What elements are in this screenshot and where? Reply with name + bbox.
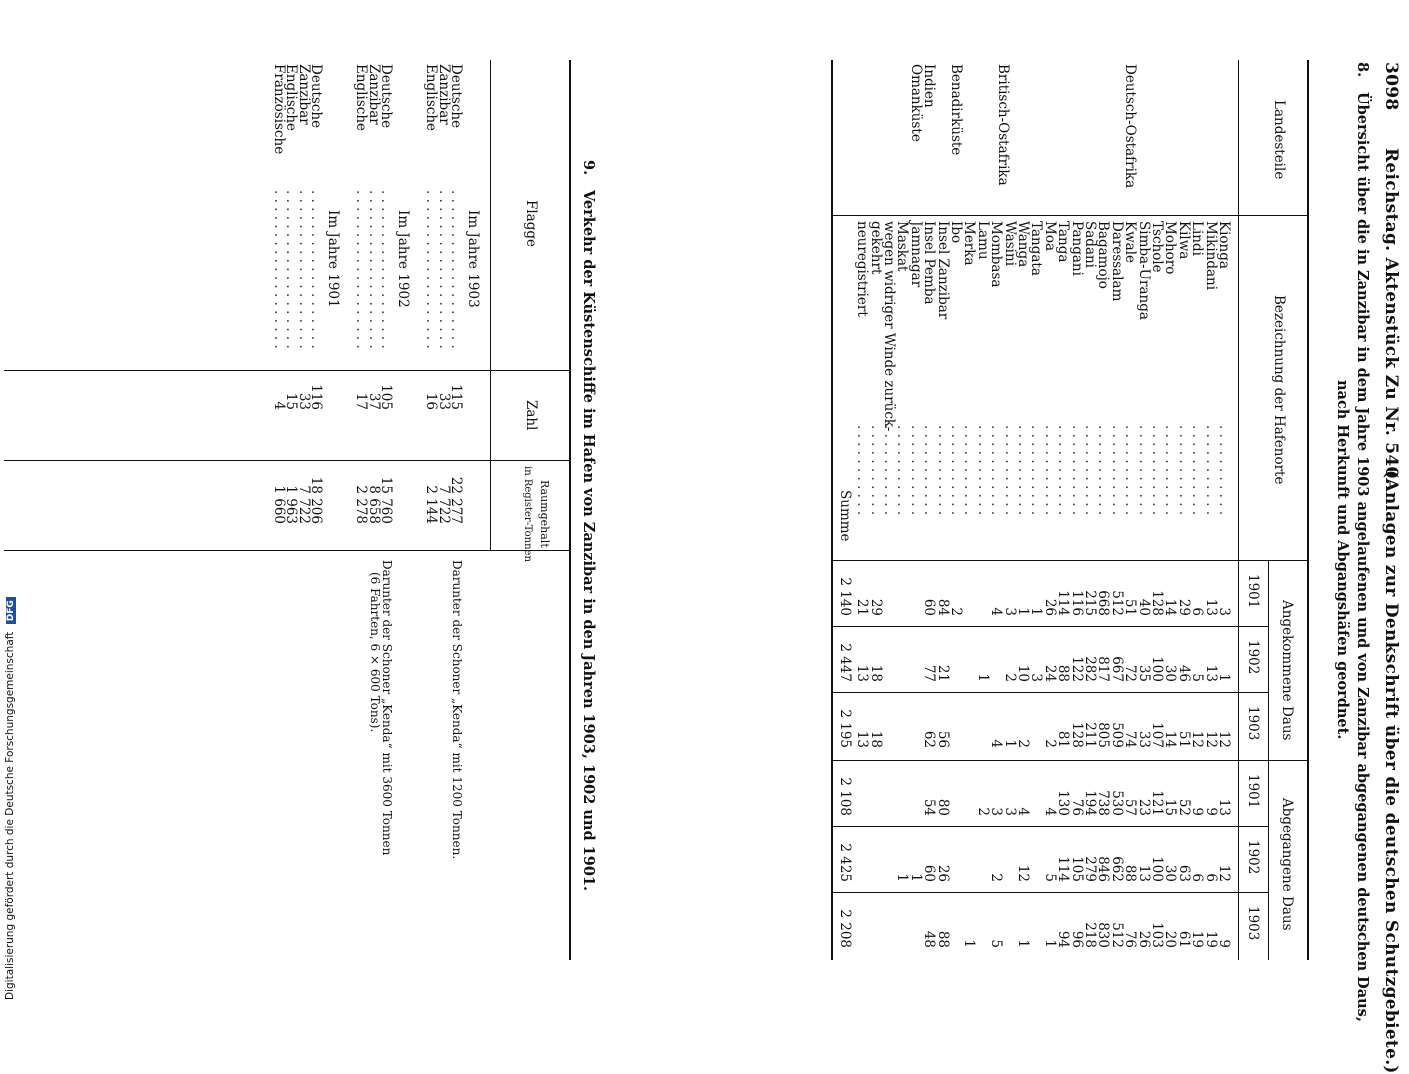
count-cell: 37 xyxy=(366,392,382,410)
leader-dots: . . . . . . . . . . . . . . . . . . . xyxy=(353,190,370,349)
leader-dots: . . . . . . . . . . . xyxy=(1216,425,1232,516)
table-cell: 9 xyxy=(1202,807,1219,816)
table-cell: 26 xyxy=(1041,598,1058,616)
port-name: Merka xyxy=(961,221,978,266)
col-header-year: 1903 xyxy=(1245,906,1261,941)
footer-text: Digitalisierung gefördert durch die Deutsche Forschungsgemeinschaft xyxy=(4,631,16,1000)
leader-dots: . . . . . . . . . . . . . . . . . . . xyxy=(271,190,287,349)
table-cell: 830 xyxy=(1095,922,1112,948)
leader-dots: . . . . . . . . . . . xyxy=(1149,425,1165,516)
table-cell: 29 xyxy=(1175,598,1192,616)
table8-title-line2: nach Herkunft und Abgangshäfen geordnet. xyxy=(1334,380,1351,740)
port-name: Wasini xyxy=(1001,221,1018,267)
table-cell: 9 xyxy=(1216,939,1232,948)
table8-header-rule xyxy=(1238,60,1239,960)
tonnage-cell: 7 722 xyxy=(436,485,452,524)
remark-note: (6 Fahrten, 6 × 600 Tons). xyxy=(368,572,382,733)
leader-dots: . . . . . . . . . . . xyxy=(974,425,991,516)
annex-note: (Anlagen zur Denkschrift über die deutschen Schutzgebiete.) xyxy=(1381,470,1401,1074)
port-name: Insel Zanzibar xyxy=(934,221,951,320)
tonnage-cell: 1 660 xyxy=(271,485,287,524)
region-label: Benadirküste xyxy=(948,64,964,156)
count-cell: 33 xyxy=(296,392,312,410)
table-cell: 530 xyxy=(1108,790,1125,816)
table-cell: 512 xyxy=(1108,922,1125,948)
table-cell: 2 xyxy=(948,607,964,616)
table-cell: 12 xyxy=(1015,864,1031,882)
table-cell: 19 xyxy=(1189,930,1206,948)
table-cell: 100 xyxy=(1149,656,1165,682)
leader-dots: . . . . . . . . . . . xyxy=(948,425,964,516)
table-cell: 29 xyxy=(867,598,884,616)
table-cell: 4 xyxy=(1041,807,1058,816)
port-name: Jamnagar xyxy=(907,221,924,288)
leader-dots: . . . . . . . . . . . xyxy=(988,425,1005,516)
port-name: Wanga xyxy=(1015,221,1031,268)
table-cell: 72 xyxy=(1122,664,1139,682)
table-cell: 12 xyxy=(1216,864,1232,882)
leader-dots: . . . . . . . . . . . xyxy=(1041,425,1058,516)
table-cell: 48 xyxy=(921,930,938,948)
sum-cell: 2 425 xyxy=(836,843,853,882)
table-cell: 12 xyxy=(1189,730,1206,748)
table-cell: 26 xyxy=(1135,930,1152,948)
table-cell: 846 xyxy=(1095,856,1112,882)
table-cell: 5 xyxy=(988,939,1005,948)
table-cell: 63 xyxy=(1175,864,1192,882)
table-cell: 84 xyxy=(934,598,951,616)
publication-title: Reichstag. Aktenstück Zu Nr. 540. xyxy=(1381,148,1401,485)
flag-name: Französische xyxy=(271,64,287,155)
table-cell: 128 xyxy=(1149,590,1165,616)
table-cell: 1 xyxy=(1001,739,1018,748)
table-cell: 121 xyxy=(1149,790,1165,816)
port-name: Mombasa xyxy=(988,221,1005,288)
port-name: Kionga xyxy=(1216,221,1232,269)
leader-dots: . . . . . . . . . . . xyxy=(894,425,911,516)
table-cell: 817 xyxy=(1095,656,1112,682)
table-cell: 128 xyxy=(1068,722,1085,748)
table-cell: 33 xyxy=(1135,730,1152,748)
table-cell: 12 xyxy=(1202,730,1219,748)
digitization-footer xyxy=(4,600,16,1000)
leader-dots: . . . . . . . . . . . . . . . . . . . xyxy=(366,190,382,349)
count-cell: 4 xyxy=(271,401,287,410)
leader-dots: . . . . . . . . . . . xyxy=(1202,425,1219,516)
port-name: wegen widriger Winde zurück- xyxy=(881,221,897,432)
table-cell: 662 xyxy=(1108,856,1125,882)
table-cell: 20 xyxy=(1162,930,1179,948)
sum-label: Summe xyxy=(836,490,853,542)
table-cell: 6 xyxy=(1189,873,1206,882)
count-cell: 17 xyxy=(353,392,370,410)
port-name: neuregistriert xyxy=(854,221,871,317)
port-name: Ibo xyxy=(948,221,964,244)
table-cell: 19 xyxy=(1202,930,1219,948)
col-header-tonnage-sub: in Register-Tonnen xyxy=(522,466,533,562)
table-cell: 77 xyxy=(921,664,938,682)
page-number: 3098 xyxy=(1381,62,1401,111)
table-cell: 1 xyxy=(1015,607,1031,616)
table-cell: 805 xyxy=(1095,722,1112,748)
table-cell: 94 xyxy=(1055,930,1072,948)
table-cell: 15 xyxy=(1162,798,1179,816)
leader-dots: . . . . . . . . . . . xyxy=(1082,425,1098,516)
table-cell: 52 xyxy=(1175,798,1192,816)
port-name: Tanga xyxy=(1055,221,1072,263)
table-cell: 40 xyxy=(1135,598,1152,616)
leader-dots: . . . . . . . . . . . . . . . . . . . xyxy=(423,190,440,349)
table-cell: 279 xyxy=(1082,856,1098,882)
table-cell: 56 xyxy=(934,730,951,748)
port-name: Moa xyxy=(1041,221,1058,251)
col-header-arrived: Angekommene Daus xyxy=(1279,600,1295,741)
table-cell: 2 xyxy=(1041,739,1058,748)
table-cell: 23 xyxy=(1135,798,1152,816)
table-cell: 218 xyxy=(1082,922,1098,948)
flag-name: Englische xyxy=(283,64,300,131)
table-cell: 114 xyxy=(1055,856,1072,882)
table-cell: 88 xyxy=(1055,664,1072,682)
col-header-year: 1901 xyxy=(1245,774,1261,809)
tonnage-cell: 22 277 xyxy=(448,476,465,524)
leader-dots: . . . . . . . . . . . xyxy=(1001,425,1018,516)
table-cell: 1 xyxy=(1041,939,1058,948)
count-cell: 16 xyxy=(423,392,440,410)
flag-name: Zanzibar xyxy=(296,64,312,125)
table-cell: 14 xyxy=(1162,598,1179,616)
table-cell: 116 xyxy=(1068,590,1085,616)
port-name: Kilwa xyxy=(1175,221,1192,260)
port-name: Lindi xyxy=(1189,221,1206,256)
dfg-logo: DFG xyxy=(6,597,16,624)
count-cell: 115 xyxy=(448,384,465,410)
sum-cell: 2 108 xyxy=(836,777,853,816)
table-cell: 512 xyxy=(1108,590,1125,616)
table-cell: 1 xyxy=(974,673,991,682)
port-name: Mikindani xyxy=(1202,221,1219,291)
table-cell: 103 xyxy=(1149,922,1165,948)
leader-dots: . . . . . . . . . . . . . . . . . . . xyxy=(378,190,395,349)
region-label: Omanküste xyxy=(907,64,924,142)
remark-note: Darunter der Schoner „Kenda“ mit 1200 Tonnen. xyxy=(450,560,465,860)
table-cell: 13 xyxy=(854,730,871,748)
remark-note: Darunter der Schoner „Kenda“ mit 3600 Tonnen xyxy=(380,560,395,856)
table-cell: 80 xyxy=(934,798,951,816)
table-cell: 30 xyxy=(1162,664,1179,682)
tonnage-cell: 18 206 xyxy=(308,476,325,524)
flag-name: Deutsche xyxy=(378,64,395,129)
table-cell: 509 xyxy=(1108,722,1125,748)
table-cell: 13 xyxy=(1135,864,1152,882)
table-cell: 114 xyxy=(1055,590,1072,616)
table-cell: 96 xyxy=(1068,930,1085,948)
table9-title: Verkehr der Küstenschiffe im Hafen von Zanzibar in den Jahren 1903, 1902 und 1901. xyxy=(580,190,597,892)
table-cell: 21 xyxy=(854,598,871,616)
table-cell: 6 xyxy=(1202,873,1219,882)
col-header-year: 1901 xyxy=(1245,574,1261,609)
port-name: Lamu xyxy=(974,221,991,260)
flag-name: Englische xyxy=(423,64,440,131)
table-cell: 60 xyxy=(921,864,938,882)
port-name: Tangata xyxy=(1028,221,1045,276)
table-cell: 2 xyxy=(1001,673,1018,682)
table-cell: 107 xyxy=(1149,722,1165,748)
flag-name: Zanzibar xyxy=(366,64,382,125)
leader-dots: . . . . . . . . . . . xyxy=(961,425,978,516)
table-cell: 5 xyxy=(1041,873,1058,882)
region-label: Deutsch-Ostafrika xyxy=(1122,64,1139,189)
leader-dots: . . . . . . . . . . . xyxy=(1135,425,1152,516)
col-header-year: 1902 xyxy=(1245,840,1261,875)
flag-name: Englische xyxy=(353,64,370,131)
col-header-tonnage: Raumgehalt xyxy=(538,480,551,548)
table-cell: 4 xyxy=(988,607,1005,616)
table-cell: 4 xyxy=(1015,807,1031,816)
table-cell: 13 xyxy=(854,664,871,682)
table-cell: 30 xyxy=(1162,864,1179,882)
leader-dots: . . . . . . . . . . . xyxy=(1122,425,1139,516)
table-cell: 3 xyxy=(1001,607,1018,616)
count-cell: 105 xyxy=(378,384,395,410)
leader-dots: . . . . . . . . . . . xyxy=(1068,425,1085,516)
table-cell: 24 xyxy=(1041,664,1058,682)
leader-dots: . . . . . . . . . . . xyxy=(1015,425,1031,516)
table-cell: 667 xyxy=(1108,656,1125,682)
table-cell: 51 xyxy=(1175,730,1192,748)
table-cell: 46 xyxy=(1175,664,1192,682)
tonnage-cell: 1 963 xyxy=(283,485,300,524)
table-cell: 211 xyxy=(1082,722,1098,748)
table-cell: 1 xyxy=(1216,673,1232,682)
table-cell: 1 xyxy=(907,873,924,882)
table-cell: 21 xyxy=(934,664,951,682)
port-name: Kwale xyxy=(1122,221,1139,263)
table-cell: 81 xyxy=(1055,730,1072,748)
leader-dots: . . . . . . . . . . . . . . . . . . . xyxy=(448,190,465,349)
table-cell: 88 xyxy=(934,930,951,948)
table-cell: 194 xyxy=(1082,790,1098,816)
port-name: Sadani xyxy=(1082,221,1098,268)
table-cell: 13 xyxy=(1216,798,1232,816)
table-cell: 35 xyxy=(1135,664,1152,682)
leader-dots: . . . . . . . . . . . xyxy=(1108,425,1125,516)
col-header-flag: Flagge xyxy=(523,200,539,248)
tonnage-cell: 7 722 xyxy=(296,485,312,524)
leader-dots: . . . . . . . . . . . xyxy=(1175,425,1192,516)
table-cell: 5 xyxy=(1189,673,1206,682)
table-cell: 76 xyxy=(1122,930,1139,948)
tonnage-cell: 2 144 xyxy=(423,485,440,524)
table-cell: 12 xyxy=(1216,730,1232,748)
table-cell: 215 xyxy=(1082,590,1098,616)
leader-dots: . . . . . . . . . . . . . . . . . . . xyxy=(308,190,325,349)
flag-name: Zanzibar xyxy=(436,64,452,125)
flag-name: Deutsche xyxy=(308,64,325,129)
port-name: Insel Pemba xyxy=(921,221,938,305)
table-cell: 3 xyxy=(988,807,1005,816)
table9-header-rule xyxy=(490,60,491,550)
table-cell: 14 xyxy=(1162,730,1179,748)
table9-number: 9. xyxy=(580,160,597,176)
leader-dots: . . . . . . . . . . . xyxy=(854,425,871,516)
table-cell: 18 xyxy=(867,730,884,748)
table-cell: 54 xyxy=(921,798,938,816)
leader-dots: . . . . . . . . . . . xyxy=(881,425,897,516)
year-heading: Im Jahre 1901 xyxy=(325,210,341,308)
table-cell: 1 xyxy=(894,873,911,882)
table-cell: 2 xyxy=(974,807,991,816)
tonnage-cell: 8 658 xyxy=(366,485,382,524)
table-cell: 130 xyxy=(1055,790,1072,816)
table-cell: 3 xyxy=(1028,673,1045,682)
table-cell: 60 xyxy=(921,598,938,616)
table-cell: 1 xyxy=(1015,939,1031,948)
table-cell: 122 xyxy=(1068,656,1085,682)
table-cell: 74 xyxy=(1122,730,1139,748)
table-cell: 18 xyxy=(867,664,884,682)
count-cell: 33 xyxy=(436,392,452,410)
table-cell: 57 xyxy=(1122,798,1139,816)
leader-dots: . . . . . . . . . . . . . . . . . . . xyxy=(436,190,452,349)
col-header-year: 1903 xyxy=(1245,706,1261,741)
sum-cell: 2 195 xyxy=(836,709,853,748)
table-cell: 51 xyxy=(1122,598,1139,616)
table8-divider xyxy=(833,215,1309,216)
table-cell: 4 xyxy=(988,739,1005,748)
table-cell: 9 xyxy=(1189,807,1206,816)
region-label: Britisch-Ostafrika xyxy=(994,64,1011,186)
port-name: gekehrt xyxy=(867,221,884,275)
count-cell: 15 xyxy=(283,392,300,410)
leader-dots: . . . . . . . . . . . . . . . . . . . xyxy=(296,190,312,349)
table-cell: 105 xyxy=(1068,856,1085,882)
table-cell: 13 xyxy=(1202,598,1219,616)
port-name: Mohoro xyxy=(1162,221,1179,275)
table-cell: 61 xyxy=(1175,930,1192,948)
table-cell: 3 xyxy=(1001,807,1018,816)
flag-name: Deutsche xyxy=(448,64,465,129)
table-cell: 76 xyxy=(1068,798,1085,816)
leader-dots: . . . . . . . . . . . xyxy=(1028,425,1045,516)
port-name: Simba-Uranga xyxy=(1135,221,1152,320)
leader-dots: . . . . . . . . . . . xyxy=(1162,425,1179,516)
year-heading: Im Jahre 1902 xyxy=(395,210,411,308)
table-cell: 26 xyxy=(934,864,951,882)
col-header-count: Zahl xyxy=(523,400,539,431)
table8-bottom-rule xyxy=(831,60,833,960)
table-cell: 1 xyxy=(1028,607,1045,616)
year-heading: Im Jahre 1903 xyxy=(465,210,481,308)
leader-dots: . . . . . . . . . . . xyxy=(1095,425,1112,516)
leader-dots: . . . . . . . . . . . xyxy=(1189,425,1206,516)
table-cell: 62 xyxy=(921,730,938,748)
port-name: Tschole xyxy=(1149,221,1165,273)
table9-top-rule xyxy=(569,60,571,960)
sum-cell: 2 447 xyxy=(836,643,853,682)
table-cell: 100 xyxy=(1149,856,1165,882)
col-header-departed: Abgegangene Daus xyxy=(1279,798,1295,931)
tonnage-cell: 2 278 xyxy=(353,485,370,524)
table8-title-line1: Übersicht über die in Zanzibar in dem Jahre 1903 angelaufenen und von Zanzibar abgegangenen deutschen Daus, xyxy=(1354,92,1371,1022)
sum-cell: 2 140 xyxy=(836,577,853,616)
leader-dots: . . . . . . . . . . . xyxy=(907,425,924,516)
table-cell: 10 xyxy=(1015,664,1031,682)
region-label: Indien xyxy=(921,64,938,108)
table-cell: 668 xyxy=(1095,590,1112,616)
table8-top-rule xyxy=(1307,60,1309,960)
table-cell: 738 xyxy=(1095,790,1112,816)
tonnage-cell: 15 760 xyxy=(378,476,395,524)
table-cell: 2 xyxy=(988,873,1005,882)
table-cell: 1 xyxy=(961,939,978,948)
sum-cell: 2 208 xyxy=(836,909,853,948)
table9-divider xyxy=(4,550,571,551)
table-cell: 13 xyxy=(1202,664,1219,682)
col-header-region: Landesteile xyxy=(1271,100,1287,180)
port-name: Bagamojo xyxy=(1095,221,1112,289)
count-cell: 116 xyxy=(308,384,325,410)
table-cell: 3 xyxy=(1216,607,1232,616)
col-header-year: 1902 xyxy=(1245,640,1261,675)
port-name: Maskat xyxy=(894,221,911,272)
table-cell: 282 xyxy=(1082,656,1098,682)
leader-dots: . . . . . . . . . . . . . . . . . . . xyxy=(283,190,300,349)
table-cell: 2 xyxy=(1015,739,1031,748)
port-name: Daressalam xyxy=(1108,221,1125,302)
leader-dots: . . . . . . . . . . . xyxy=(934,425,951,516)
port-name: Pangani xyxy=(1068,221,1085,276)
table-cell: 6 xyxy=(1189,607,1206,616)
table-cell: 88 xyxy=(1122,864,1139,882)
leader-dots: . . . . . . . . . . . xyxy=(1055,425,1072,516)
col-header-port: Bezeichnung der Hafenorte xyxy=(1271,295,1287,485)
table8-number: 8. xyxy=(1354,62,1371,78)
leader-dots: . . . . . . . . . . . xyxy=(867,425,884,516)
leader-dots: . . . . . . . . . . . xyxy=(921,425,938,516)
